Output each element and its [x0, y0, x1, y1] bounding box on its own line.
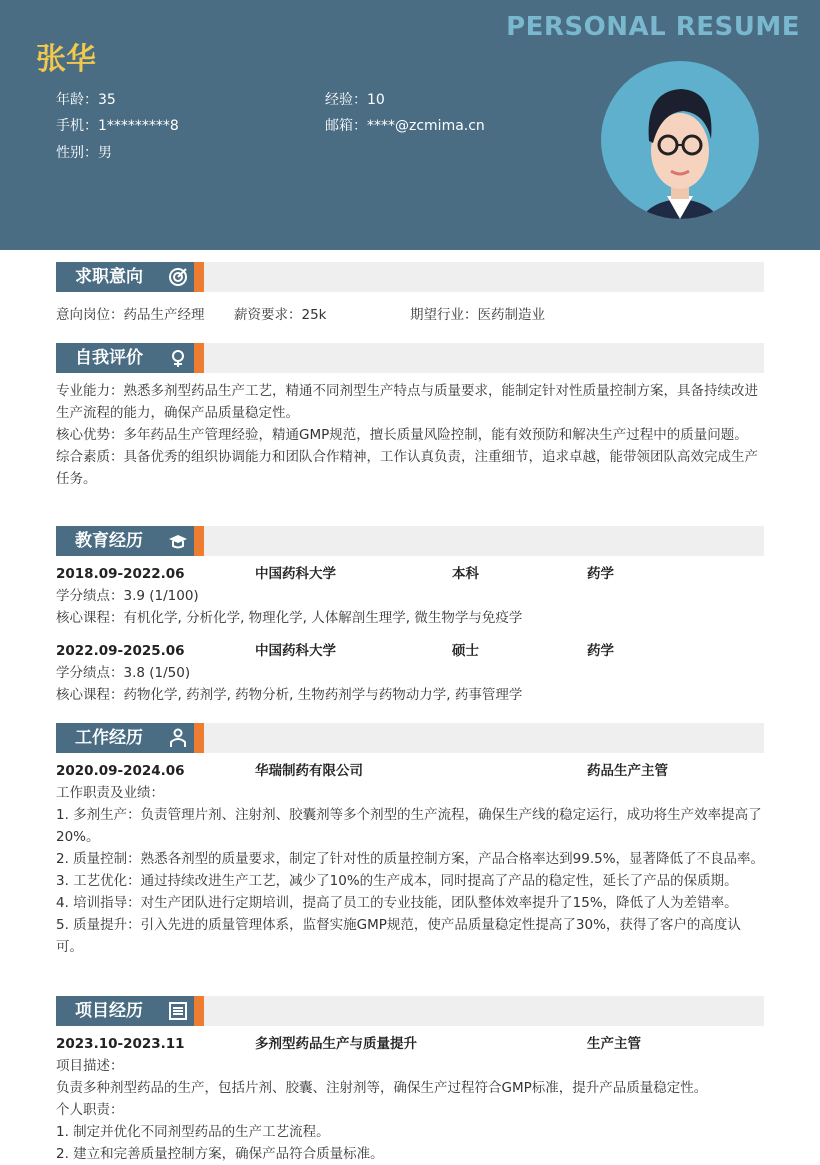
section-title: 项目经历: [75, 1001, 143, 1021]
section-title: 教育经历: [75, 531, 143, 551]
target-icon: [168, 267, 188, 287]
section-header-education: [56, 526, 764, 556]
list-icon: [168, 1001, 188, 1021]
title-en: PERSONAL RESUME: [506, 12, 800, 42]
gender: 性别：男: [56, 145, 112, 161]
gpa: 学分绩点：3.9 (1/100): [56, 588, 199, 604]
education-list: [56, 563, 766, 706]
avatar: [601, 61, 759, 219]
self-line: 专业能力：熟悉多剂型药品生产工艺，精通不同剂型生产特点与质量要求，能制定针对性质量控制方案，具备持续改进生产流程的能力，确保产品质量稳定性。: [56, 383, 758, 421]
person-icon: [168, 728, 188, 748]
gpa: 学分绩点：3.8 (1/50): [56, 665, 191, 681]
role: 生产主管: [587, 1036, 641, 1052]
duty-line: 1. 制定并优化不同剂型药品的生产工艺流程。: [56, 1124, 330, 1140]
work-line: 5. 质量提升：引入先进的质量管理体系，监督实施GMP规范，使产品质量稳定性提高了30%，获得了客户的高度认可。: [56, 917, 741, 955]
intent-position: 意向岗位：药品生产经理: [56, 307, 205, 323]
work-line: 3. 工艺优化：通过持续改进生产工艺，减少了10%的生产成本，同时提高了产品的稳定性，延长了产品的保质期。: [56, 873, 738, 889]
duty-label: 个人职责：: [56, 1102, 124, 1118]
email: 邮箱：****@zcmima.cn: [325, 118, 485, 134]
self-evaluation: [56, 380, 766, 490]
period: 2023.10-2023.11: [56, 1036, 185, 1052]
education-item-header: [56, 563, 766, 585]
phone: 手机：1*********8: [56, 118, 179, 134]
company: 华瑞制药有限公司: [255, 763, 363, 779]
work-line: 4. 培训指导：对生产团队进行定期培训，提高了员工的专业技能，团队整体效率提升了15%，降低了人为差错率。: [56, 895, 738, 911]
work-item-header: [56, 760, 766, 782]
project-desc: 负责多种剂型药品的生产，包括片剂、胶囊、注射剂等，确保生产过程符合GMP标准，提升产品质量稳定性。: [56, 1080, 708, 1096]
period: 2022.09-2025.06: [56, 643, 185, 659]
intent-salary: 薪资要求：25k: [234, 307, 327, 323]
major: 药学: [587, 566, 614, 582]
duty-line: 2. 建立和完善质量控制方案，确保产品符合质量标准。: [56, 1146, 384, 1162]
work-line: 1. 多剂生产：负责管理片剂、注射剂、胶囊剂等多个剂型的生产流程，确保生产线的稳定运行，成功将生产效率提高了20%。: [56, 807, 762, 845]
project-item: [56, 1033, 766, 1165]
desc-label: 项目描述：: [56, 1058, 124, 1074]
education-item-header: [56, 640, 766, 662]
role: 药品生产主管: [587, 763, 668, 779]
project-item-header: [56, 1033, 766, 1055]
section-title: 工作经历: [75, 728, 143, 748]
period: 2020.09-2024.06: [56, 763, 185, 779]
degree: 本科: [452, 566, 479, 582]
medal-icon: [168, 348, 188, 368]
intent-row: [56, 304, 766, 326]
degree: 硕士: [452, 643, 479, 659]
work-intro: 工作职责及业绩：: [56, 785, 164, 801]
experience: 经验：10: [325, 92, 385, 108]
self-line: 核心优势：多年药品生产管理经验，精通GMP规范，擅长质量风险控制，能有效预防和解决生产过程中的质量问题。: [56, 427, 748, 443]
self-line: 综合素质：具备优秀的组织协调能力和团队合作精神，工作认真负责，注重细节，追求卓越，能带领团队高效完成生产任务。: [56, 449, 758, 487]
section-title: 求职意向: [75, 267, 143, 287]
section-title: 自我评价: [75, 348, 143, 368]
major: 药学: [587, 643, 614, 659]
section-header-intent: [56, 262, 764, 292]
section-header-project: [56, 996, 764, 1026]
section-header-self: [56, 343, 764, 373]
school: 中国药科大学: [255, 643, 336, 659]
school: 中国药科大学: [255, 566, 336, 582]
name: 张华: [36, 42, 96, 77]
project-name: 多剂型药品生产与质量提升: [255, 1036, 417, 1052]
period: 2018.09-2022.06: [56, 566, 185, 582]
age: 年龄：35: [56, 92, 116, 108]
section-header-work: [56, 723, 764, 753]
header: [0, 0, 820, 250]
work-item: [56, 760, 766, 958]
intent-industry: 期望行业：医药制造业: [410, 307, 545, 323]
graduation-cap-icon: [168, 531, 188, 551]
courses: 核心课程：有机化学, 分析化学, 物理化学, 人体解剖生理学, 微生物学与免疫学: [56, 610, 523, 626]
courses: 核心课程：药物化学, 药剂学, 药物分析, 生物药剂学与药物动力学, 药事管理学: [56, 687, 523, 703]
work-line: 2. 质量控制：熟悉各剂型的质量要求，制定了针对性的质量控制方案，产品合格率达到99.5%，显著降低了不良品率。: [56, 851, 765, 867]
